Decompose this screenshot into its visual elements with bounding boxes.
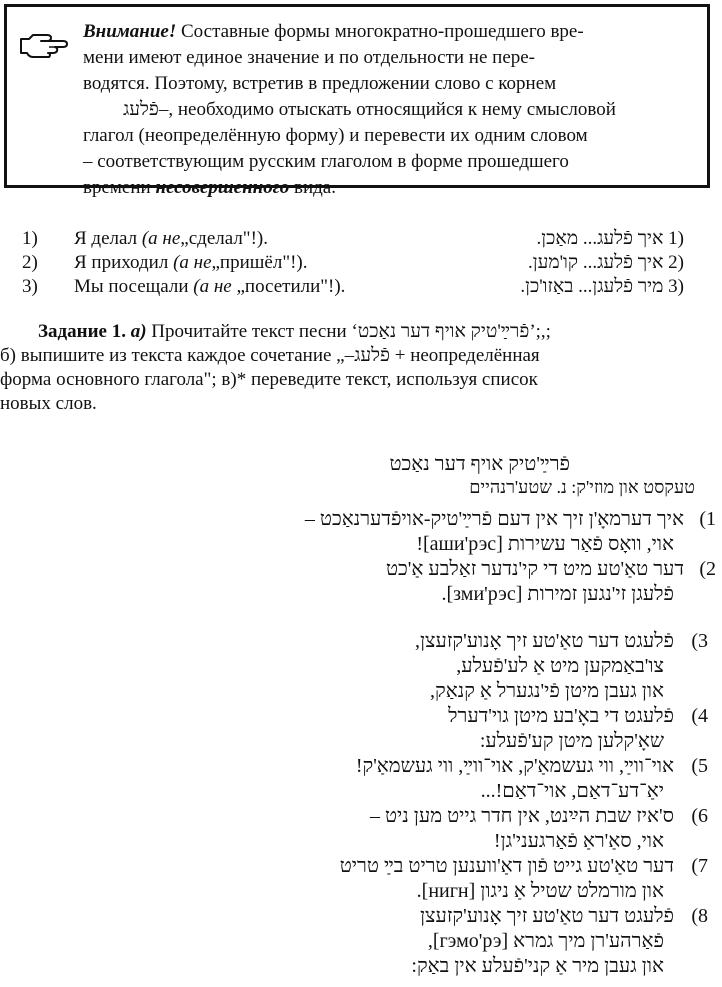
example-russian: Я делал (а не„сделал"!). bbox=[74, 228, 268, 249]
song-line-number: (5 bbox=[691, 755, 708, 777]
note-line-1: Составные формы многократно-прошедшего вре- bbox=[176, 21, 584, 42]
note-line-7-end: вида. bbox=[289, 177, 336, 198]
note-line-6: – соответствующим русским глаголом в форме прошедшего bbox=[83, 151, 569, 172]
note-line-3: водятся. Поэтому, встретив в предложении слово с корнем bbox=[83, 73, 557, 94]
task-song-title: פֿרײַ'טיק אויף דער נאַכט bbox=[357, 321, 530, 342]
song-title: פֿרײַ'טיק אויף דער נאַכט bbox=[389, 453, 570, 475]
example-number: 3) bbox=[22, 276, 38, 297]
song-line: דער טאַ'טע גייט פֿון דאַ'ווענען טריט בײַ טריט bbox=[339, 855, 674, 877]
song-line: אוי־ווײַ, ווי געשמאַ'ק, אוי־ווײַ, ווי געשמאַ'ק! bbox=[355, 755, 674, 777]
song-line: יאַ־דע־דאַם, אוי־דאַם!... bbox=[480, 780, 664, 802]
song-line-number: (1 bbox=[699, 508, 716, 530]
pointing-hand-icon bbox=[19, 19, 71, 59]
attention-note-box bbox=[4, 4, 710, 198]
task-label: Задание 1. bbox=[38, 321, 126, 342]
song-line: פֿאַרהע'רן מיך גמרא [гэмо'рэ], bbox=[427, 930, 664, 952]
song-line: און מורמלט שטיל אַ ניגון [нигн]. bbox=[416, 880, 664, 902]
song-line: פֿלעגט די באָ'בע מיטן גוי'דערל bbox=[448, 705, 674, 727]
example-yiddish: (3 מיר פֿלעגן... באַזו'כן. bbox=[520, 276, 684, 297]
song-line: שאָ'קלען מיטן קע'פֿעלע: bbox=[479, 730, 664, 752]
song-line: פֿלעגט דער טאַ'טע זיך אָנוע'קזעצן, bbox=[414, 630, 674, 652]
example-row bbox=[22, 252, 702, 278]
song-line: און געבן מיטן פֿי'נגערל אַ קנאַק, bbox=[430, 680, 664, 702]
song-line: דער טאַ'טע מיט די קי'נדער זאַלבע אַ'כט bbox=[385, 558, 684, 580]
song-line: און געבן מיר אַ קני'פֿעלע אין באַק: bbox=[411, 955, 664, 977]
song-line-number: (3 bbox=[691, 630, 708, 652]
example-row bbox=[22, 276, 702, 302]
note-line-5: глагол (неопределённую форму) и перевести их одним словом bbox=[83, 125, 588, 146]
song-line-number: (6 bbox=[691, 805, 708, 827]
note-line-4: , необходимо отыскать относящийся к нему смысловой bbox=[168, 99, 616, 120]
task-line-1-end: ’;,; bbox=[529, 321, 551, 342]
note-lead: Внимание! bbox=[83, 21, 177, 42]
song-line-number: (2 bbox=[699, 558, 716, 580]
task-line-2: б) выпишите из текста каждое сочетание „–פֿלעג + неопределённая bbox=[0, 345, 540, 366]
note-line-7: времени bbox=[83, 177, 156, 198]
song-line: ס'איז שבת הײַנט, אין חדר גייט מען ניט – bbox=[369, 805, 674, 827]
song-line-number: (4 bbox=[691, 705, 708, 727]
task-line-1: Прочитайте текст песни ‘ bbox=[146, 321, 358, 342]
note-text bbox=[83, 19, 703, 201]
song-line: אוי, סאַ'ראַ פֿאַרגעני'גן! bbox=[493, 830, 664, 852]
task-line-3: форма основного глагола"; в)* переведите текст, используя список bbox=[0, 369, 538, 390]
song-credit: טעקסט און מוזי'ק: נ. שטע'רנהיים bbox=[469, 477, 695, 497]
note-emphasis: несовершенного bbox=[155, 177, 290, 198]
song-line: צו'באַמקען מיט אַ לע'פֿעלע, bbox=[456, 655, 664, 677]
example-row bbox=[22, 228, 702, 254]
example-russian: Мы посещали (а не „посетили"!). bbox=[74, 276, 346, 297]
example-number: 1) bbox=[22, 228, 38, 249]
example-yiddish: (1 איך פֿלעג... מאַכן. bbox=[536, 228, 684, 249]
example-russian: Я приходил (а не„пришёл"!). bbox=[74, 252, 308, 273]
song-line-number: (8 bbox=[691, 905, 708, 927]
task-a-label: а) bbox=[125, 321, 147, 342]
example-number: 2) bbox=[22, 252, 38, 273]
task-paragraph bbox=[0, 320, 716, 416]
note-line-2: мени имеют единое значение и по отдельности не пере- bbox=[83, 47, 536, 68]
task-line-4: новых слов. bbox=[0, 393, 97, 414]
song-line-number: (7 bbox=[691, 855, 708, 877]
song-line: פֿלעגט דער טאַ'טע זיך אָנוע'קזעצן bbox=[419, 905, 674, 927]
note-hebrew-root: –פֿלעג bbox=[123, 99, 169, 120]
example-yiddish: (2 איך פֿלעג... קו'מען. bbox=[528, 252, 684, 273]
song-line: איך דערמאָ'ן זיך אין דעם פֿרײַ'טיק-אויפֿדערנאַכט – bbox=[304, 508, 684, 530]
song-line: פֿלעגן זי'נגען זמירות [зми'рэс]. bbox=[441, 583, 674, 605]
song-line: אוי, וואָס פֿאַר עשירות [аши'рэс]! bbox=[416, 533, 674, 555]
